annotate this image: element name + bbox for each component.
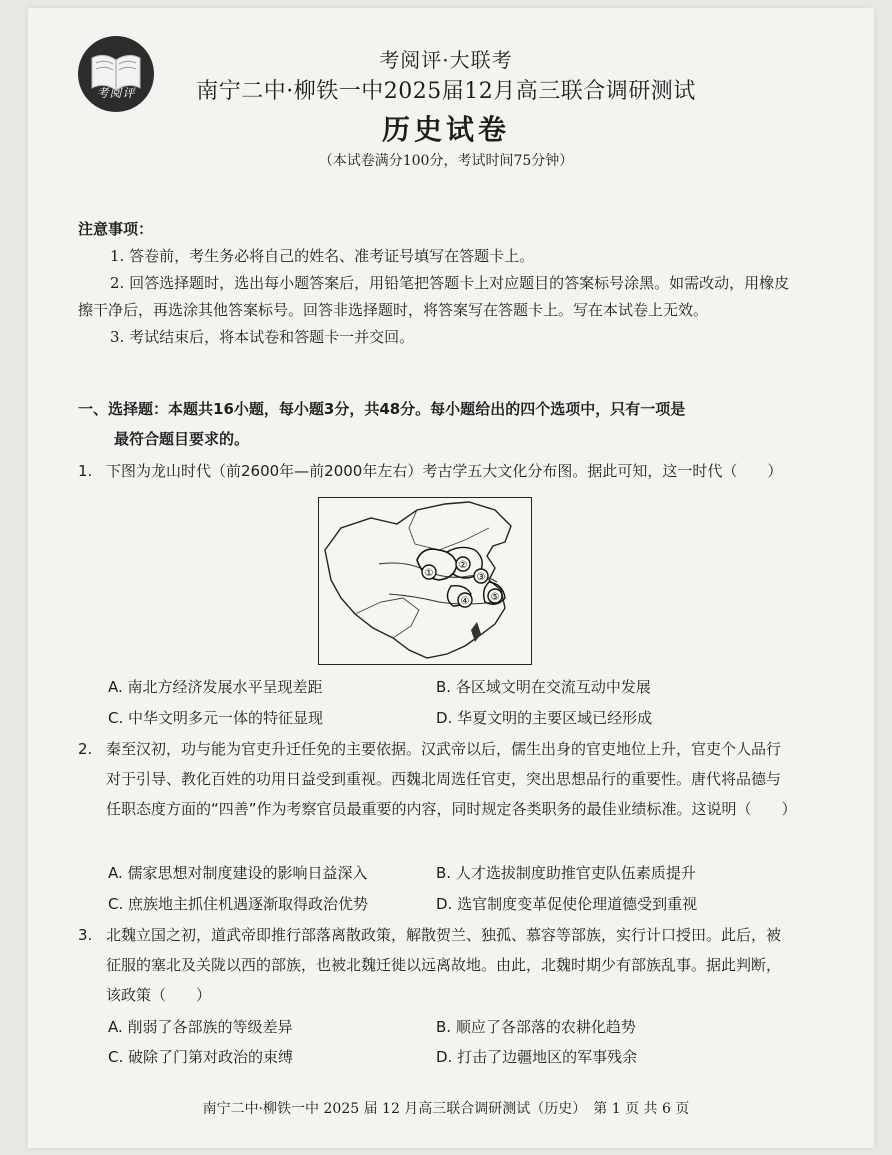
notices-title: 注意事项： bbox=[78, 220, 154, 238]
logo-text: 考阅评 bbox=[96, 86, 136, 100]
option-a[interactable]: A. 儒家思想对制度建设的影响日益深入 bbox=[108, 864, 368, 882]
section-heading bbox=[78, 394, 790, 454]
option-d[interactable]: D. 打击了边疆地区的军事残余 bbox=[436, 1048, 638, 1066]
notice-item: 2. 回答选择题时，选出每小题答案后，用铅笔把答题卡上对应题目的答案标号涂黑。如需改动，用橡皮擦干净后，再选涂其他答案标号。回答非选择题时，将答案写在答题卡上。写在本试卷上无效。 bbox=[78, 274, 790, 319]
question-stem: 北魏立国之初，道武帝即推行部落离散政策，解散贺兰、独孤、慕容等部族，实行计口授田。此后，被征服的塞北及关陇以西的部族，也被北魏迁徙以远离故地。由此，北魏时期少有部族乱事。据此判断，该政策（ ） bbox=[106, 926, 782, 1004]
option-c[interactable]: C. 中华文明多元一体的特征显现 bbox=[108, 709, 324, 727]
question-2 bbox=[78, 734, 797, 824]
question-number: 1. bbox=[78, 462, 93, 480]
notice-item: 3. 考试结束后，将本试卷和答题卡一并交回。 bbox=[110, 328, 415, 346]
option-a[interactable]: A. 削弱了各部族的等级差异 bbox=[108, 1018, 293, 1036]
culture-map bbox=[318, 497, 532, 665]
option-d[interactable]: D. 选官制度变革促使伦理道德受到重视 bbox=[436, 895, 698, 913]
exam-title: 南宁二中·柳铁一中2025届12月高三联合调研测试 bbox=[196, 79, 696, 104]
exam-subject: 历史试卷 bbox=[381, 113, 510, 146]
option-d[interactable]: D. 华夏文明的主要区域已经形成 bbox=[436, 709, 653, 727]
map-label: ⑤ bbox=[490, 592, 500, 603]
question-number: 3. bbox=[78, 926, 93, 944]
section-line-1: 一、选择题：本题共16小题，每小题3分，共48分。每小题给出的四个选项中，只有一项是 bbox=[78, 400, 686, 418]
map-label: ② bbox=[458, 560, 468, 571]
section-line-2: 最符合题目要求的。 bbox=[114, 430, 250, 448]
exam-note: （本试卷满分100分，考试时间75分钟） bbox=[318, 153, 574, 169]
exam-brand: 考阅评·大联考 bbox=[379, 48, 513, 72]
map-label: ③ bbox=[476, 572, 486, 583]
question-stem: 下图为龙山时代（前2600年—前2000年左右）考古学五大文化分布图。据此可知，这一时代（ ） bbox=[106, 462, 783, 480]
question-stem: 秦至汉初，功与能为官吏升迁任免的主要依据。汉武帝以后，儒生出身的官吏地位上升，官吏个人品行对于引导、教化百姓的功用日益受到重视。西魏北周选任官吏，突出思想品行的重要性。唐代将品德与任职态度方面的“四善”作为考察官员最重要的内容，同时规定各类职务的最佳业绩标准。这说明（ ） bbox=[106, 740, 797, 818]
option-c[interactable]: C. 庶族地主抓住机遇逐渐取得政治优势 bbox=[108, 895, 369, 913]
notice-item: 1. 答卷前，考生务必将自己的姓名、准考证号填写在答题卡上。 bbox=[110, 247, 535, 265]
map-label: ④ bbox=[460, 596, 470, 607]
question-3 bbox=[78, 920, 790, 1010]
option-b[interactable]: B. 人才选拔制度助推官吏队伍素质提升 bbox=[436, 864, 696, 882]
page-footer: 南宁二中·柳铁一中 2025 届 12 月高三联合调研测试（历史） 第 1 页 共 6 页 bbox=[202, 1101, 690, 1117]
china-map-figure bbox=[319, 498, 531, 664]
option-b[interactable]: B. 各区域文明在交流互动中发展 bbox=[436, 678, 651, 696]
map-label: ① bbox=[424, 568, 434, 579]
question-number: 2. bbox=[78, 740, 93, 758]
question-1 bbox=[78, 456, 790, 486]
notices-block bbox=[78, 216, 790, 351]
option-b[interactable]: B. 顺应了各部落的农耕化趋势 bbox=[436, 1018, 636, 1036]
option-a[interactable]: A. 南北方经济发展水平呈现差距 bbox=[108, 678, 323, 696]
option-c[interactable]: C. 破除了门第对政治的束缚 bbox=[108, 1048, 294, 1066]
